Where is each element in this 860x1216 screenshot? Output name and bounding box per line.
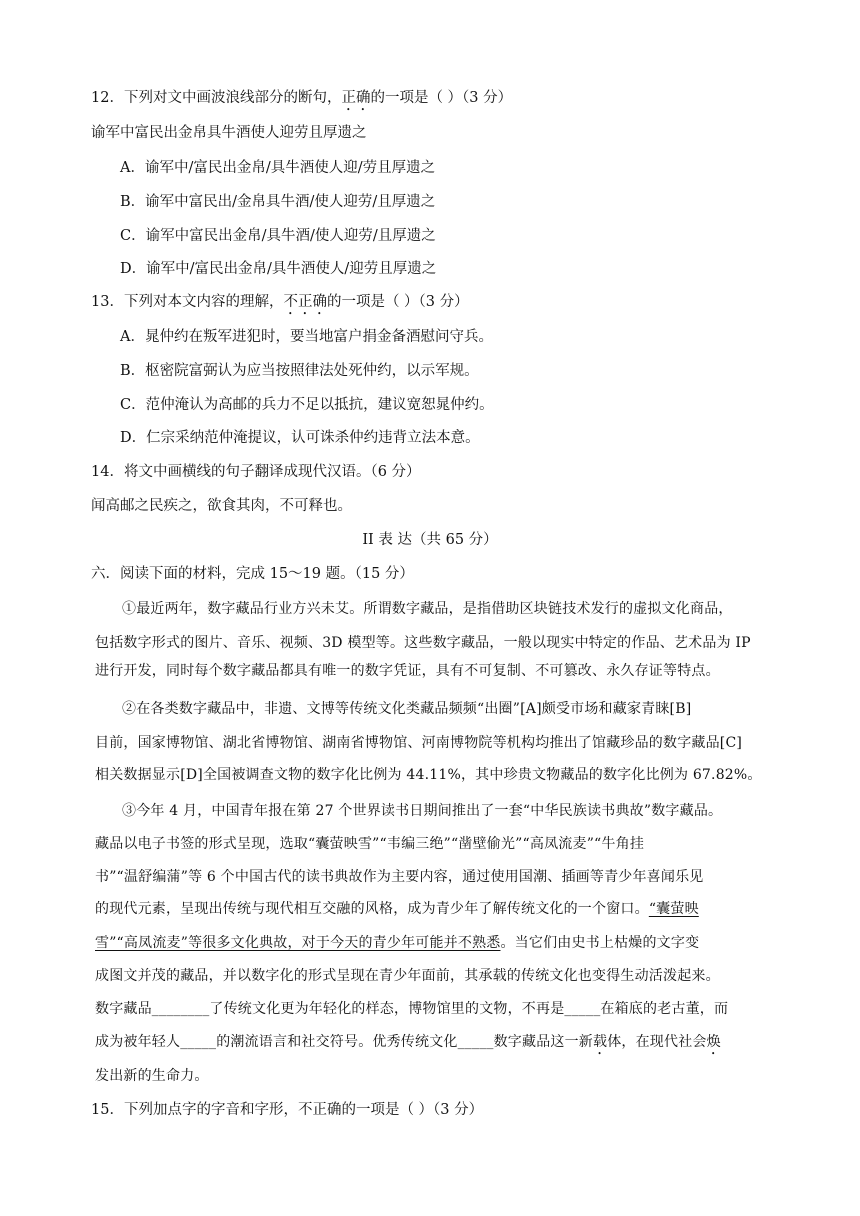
q12-emphasis: 正确	[341, 90, 371, 106]
article-p3-line4-text: 的现代元素，呈现出传统与现代相互交融的风格，成为青少年了解传统文化的一个窗口。	[95, 901, 649, 917]
q13-option-b: B．枢密院富弼认为应当按照律法处死仲约，以示军规。	[120, 363, 479, 379]
q13-emphasis: 不正确	[283, 294, 327, 310]
article-p3-line2: 藏品以电子书签的形式呈现，选取“囊萤映雪”“韦编三绝”“凿壁偷光”“高凤流麦”“牛角挂	[95, 836, 645, 852]
q12-title-tail: 的一项是（ ）（3 分）	[370, 90, 513, 106]
article-p3-line6: 成图文并茂的藏品，并以数字化的形式呈现在青少年面前，其承载的传统文化也变得生动活泼起来。	[95, 968, 720, 984]
section-title: II 表 达（共 65 分）	[362, 532, 498, 548]
q14-title: 14．将文中画横线的句子翻译成现代汉语。（6 分）	[91, 464, 421, 480]
q12-title-text: 12．下列对文中画波浪线部分的断句，	[91, 90, 342, 106]
q12-title	[91, 88, 512, 114]
article-p1-line2: 包括数字形式的图片、音乐、视频、3D 模型等。这些数字藏品，一般以现实中特定的作品、艺术品为 IP	[95, 635, 751, 651]
q13-title-text: 13．下列对本文内容的理解，	[91, 294, 284, 310]
q13-option-c: C．范仲淹认为高邮的兵力不足以抵抗，建议宽恕晁仲约。	[120, 397, 494, 413]
q15-title: 15．下列加点字的字音和字形，不正确的一项是（ ）（3 分）	[91, 1102, 484, 1118]
dotted-char-zai: 载	[593, 1034, 608, 1050]
article-underlined-sentence-start: “囊萤映	[648, 901, 699, 917]
q14-sentence: 闻高邮之民疾之，欲食其肉，不可释也。	[91, 498, 352, 514]
q13-option-a: A．晁仲约在叛军进犯时，要当地富户捐金备酒慰问守兵。	[120, 329, 493, 345]
article-p3-line5	[95, 933, 699, 953]
q12-option-d: D．谕军中/富民出金帛/具牛酒使人/迎劳且厚遗之	[120, 261, 437, 277]
article-p3-line8-text: 成为被年轻人_____的潮流语言和社交符号。优秀传统文化_____数字藏品这一新	[95, 1034, 593, 1050]
q12-option-b: B．谕军中富民出/金帛具牛酒/使人迎劳/且厚遗之	[120, 194, 436, 210]
article-p3-line8	[95, 1032, 721, 1058]
q13-option-d: D．仁宗采纳范仲淹提议，认可诛杀仲约违背立法本意。	[120, 430, 480, 446]
q12-option-a: A．谕军中/富民出金帛/具牛酒使人迎/劳且厚遗之	[120, 160, 436, 176]
article-p3-line7: 数字藏品________了传统文化更为年轻化的样态，博物馆里的文物，不再是_____在箱底的老古董，而	[95, 1001, 729, 1017]
article-p3-line5-text: 。当它们由史书上枯燥的文字变	[500, 935, 700, 951]
article-p1-line3: 进行开发，同时每个数字藏品都具有唯一的数字凭证，具有不可复制、不可篡改、永久存证等特点。	[95, 663, 720, 679]
article-p3-line4	[95, 899, 699, 919]
article-p3-line3: 书”“温舒编蒲”等 6 个中国古代的读书典故作为主要内容，通过使用国潮、插画等青少年喜闻乐见	[95, 869, 704, 885]
article-p2-line3: 相关数据显示[D]全国被调查文物的数字化比例为 44.11%，其中珍贵文物藏品的数字化比例为 67.82%。	[95, 767, 762, 783]
article-p3-line1: ③今年 4 月，中国青年报在第 27 个世界读书日期间推出了一套“中华民族读书典故”数字藏品。	[122, 803, 723, 819]
q13-title-tail: 的一项是（ ）（3 分）	[326, 294, 469, 310]
article-p3-line9: 发出新的生命力。	[95, 1068, 209, 1084]
q12-sentence: 谕军中富民出金帛具牛酒使人迎劳且厚遗之	[91, 125, 367, 141]
article-p1-line1: ①最近两年，数字藏品行业方兴未艾。所谓数字藏品，是指借助区块链技术发行的虚拟文化商品，	[122, 601, 733, 617]
q13-title	[91, 292, 469, 318]
article-underlined-sentence-end: 雪”“高凤流麦”等很多文化典故，对于今天的青少年可能并不熟悉	[95, 935, 501, 951]
dotted-char-huan: 焕	[706, 1034, 721, 1050]
part6-title: 六．阅读下面的材料，完成 15～19 题。（15 分）	[91, 566, 414, 582]
q12-option-c: C．谕军中富民出金帛/具牛酒/使人迎劳/且厚遗之	[120, 228, 436, 244]
article-p2-line2: 目前，国家博物馆、湖北省博物馆、湖南省博物馆、河南博物院等机构均推出了馆藏珍品的数字藏品[C]	[95, 735, 743, 751]
article-p3-line8-mid: 体，在现代社会	[607, 1034, 707, 1050]
article-p2-line1: ②在各类数字藏品中，非遗、文博等传统文化类藏品频频“出圈”[A]颇受市场和藏家青睐[B]	[122, 701, 692, 717]
